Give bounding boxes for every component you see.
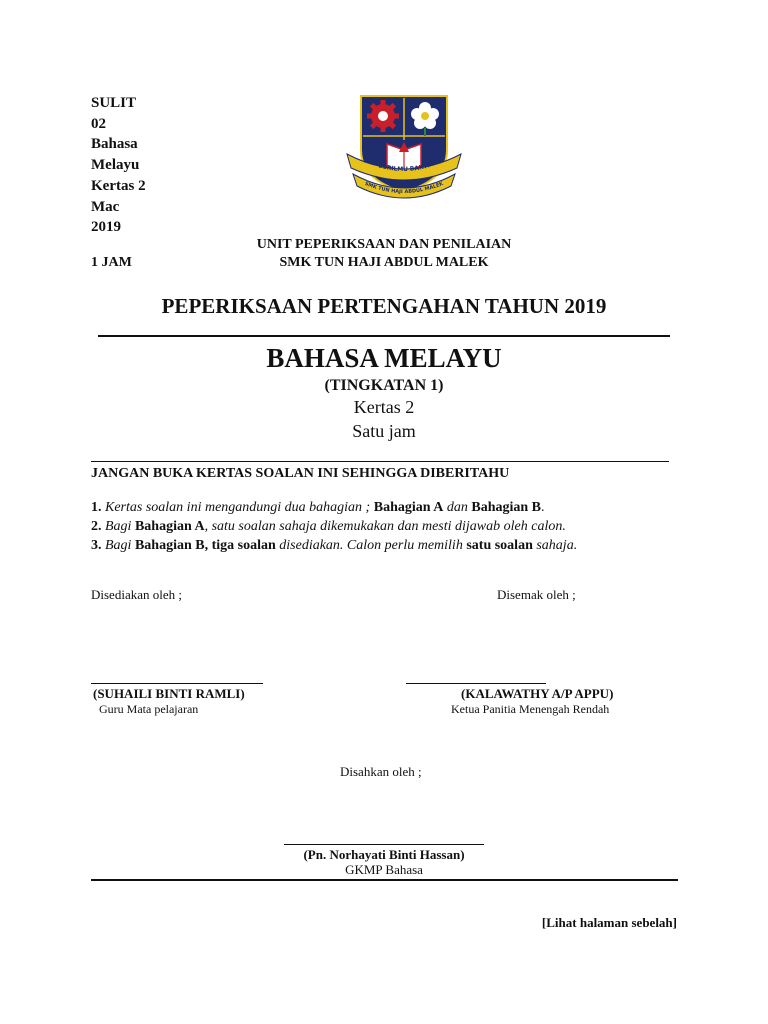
instruction-text: , — [204, 538, 209, 553]
instruction-text: disediakan. Calon perlu memilih — [279, 538, 463, 553]
instruction-text: . — [541, 500, 545, 515]
question-count: tiga soalan — [211, 538, 276, 553]
section-a-label: Bahagian A — [134, 519, 205, 534]
do-not-open-warning: JANGAN BUKA KERTAS SOALAN INI SEHINGGA DIBERITAHU — [91, 466, 510, 481]
paper-number: Kertas 2 — [353, 397, 415, 417]
teacher-signature-line — [91, 683, 263, 684]
meta-line-5: Kertas 2 — [91, 177, 146, 194]
exam-duration: 1 JAM — [91, 255, 132, 270]
instruction-1 — [91, 500, 545, 516]
instruction-text: , satu soalan sahaja dikemukakan dan mesti dijawab oleh calon. — [204, 519, 566, 534]
section-b-label: Bahagian B — [134, 538, 205, 553]
crest-school-name: SMK TUN HAJI ABDUL MALEK — [363, 180, 445, 196]
school-crest-logo — [343, 92, 465, 206]
meta-line-7: 2019 — [91, 219, 121, 236]
meta-line-6: Mac — [91, 198, 120, 215]
gkmp-name: (Pn. Norhayati Binti Hassan) — [303, 847, 465, 862]
head-name: (KALAWATHY A/P APPU) — [461, 686, 614, 701]
meta-line-1: SULIT — [91, 95, 137, 111]
school-name-heading: SMK TUN HAJI ABDUL MALEK — [279, 255, 489, 270]
title-divider — [98, 335, 670, 337]
gkmp-role: GKMP Bahasa — [345, 862, 423, 877]
head-signature-line — [406, 683, 546, 684]
section-a-label: Bahagian A — [373, 500, 444, 515]
section-b-label: Bahagian B — [471, 500, 542, 515]
exam-title: PEPERIKSAAN PERTENGAHAN TAHUN 2019 — [161, 294, 607, 318]
teacher-name: (SUHAILI BINTI RAMLI) — [93, 686, 245, 701]
instruction-text: Bagi — [105, 538, 132, 553]
subject-divider — [91, 461, 669, 462]
exam-unit-heading: UNIT PEPERIKSAAN DAN PENILAIAN — [256, 237, 512, 252]
prepared-by-label: Disediakan oleh ; — [91, 587, 182, 602]
instruction-2 — [91, 519, 566, 535]
instruction-number: 3. — [91, 538, 102, 553]
form-level: (TINGKATAN 1) — [324, 377, 444, 394]
next-page-note: [Lihat halaman sebelah] — [541, 915, 677, 930]
subject-title: BAHASA MELAYU — [266, 343, 502, 373]
exam-time: Satu jam — [352, 421, 416, 441]
approved-by-label: Disahkan oleh ; — [340, 764, 422, 779]
instruction-3 — [91, 538, 577, 554]
gkmp-signature-line — [284, 844, 484, 845]
meta-line-4: Melayu — [91, 157, 140, 174]
meta-line-2: 02 — [91, 115, 106, 132]
instruction-text: sahaja. — [536, 538, 578, 553]
checked-by-label: Disemak oleh ; — [497, 587, 576, 602]
paper-metadata — [91, 93, 146, 238]
instruction-text: dan — [446, 500, 468, 515]
instruction-text: Kertas soalan ini mengandungi dua bahagian ; — [105, 500, 371, 515]
instruction-number: 2. — [91, 519, 102, 534]
head-role: Ketua Panitia Menengah Rendah — [451, 702, 610, 716]
footer-divider — [91, 879, 678, 881]
instruction-number: 1. — [91, 500, 102, 515]
choice-count: satu soalan — [466, 538, 533, 553]
crest-motto: BERILMU BAKTI — [377, 162, 431, 174]
meta-line-3: Bahasa — [91, 136, 138, 153]
teacher-role: Guru Mata pelajaran — [99, 702, 199, 716]
instruction-text: Bagi — [105, 519, 132, 534]
